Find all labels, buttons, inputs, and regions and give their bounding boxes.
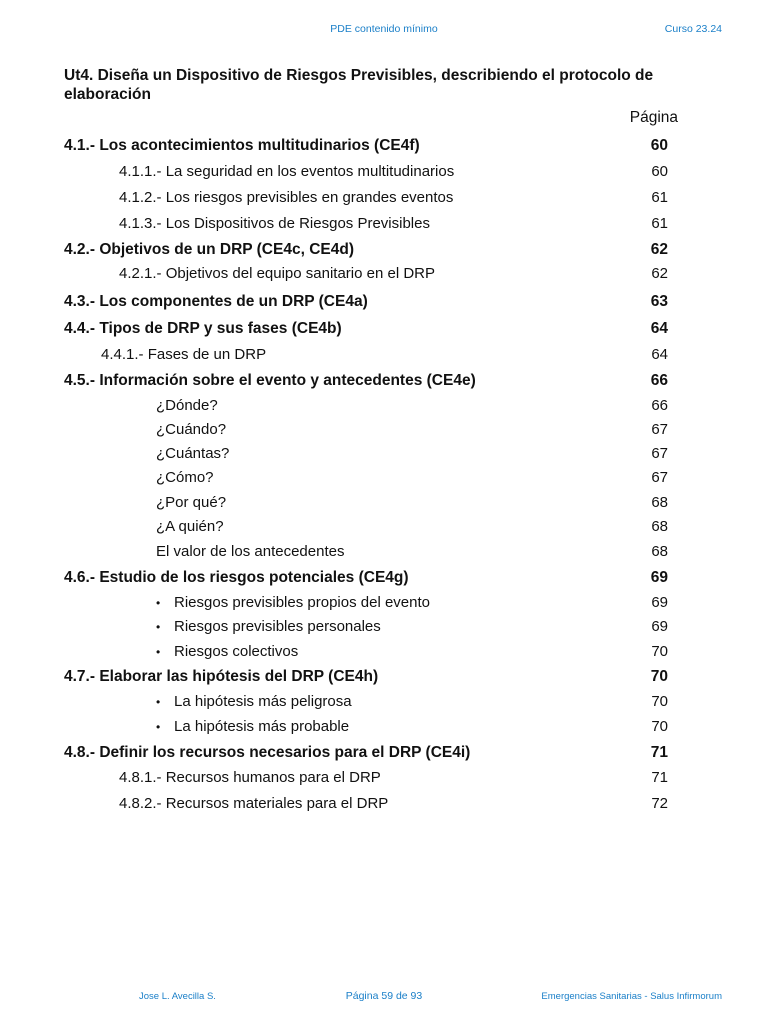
toc-entry-page: 61 — [651, 189, 668, 206]
toc-entry-page: 67 — [651, 469, 668, 486]
toc-entry-text: ¿Cuántas? — [156, 445, 230, 462]
toc-entry — [0, 241, 768, 261]
toc-entry-text: ¿Cómo? — [156, 469, 214, 486]
footer-course-name: Emergencias Sanitarias - Salus Infirmorum — [541, 991, 722, 1002]
toc-entry — [0, 693, 768, 713]
toc-entry-page: 67 — [651, 445, 668, 462]
toc-entry-text: 4.3.- Los componentes de un DRP (CE4a) — [64, 293, 368, 310]
toc-entry-text: ¿A quién? — [156, 518, 224, 535]
toc-entry — [0, 137, 768, 157]
toc-entry — [0, 643, 768, 663]
toc-entry-page: 66 — [651, 397, 668, 414]
toc-entry — [0, 397, 768, 417]
toc-entry — [0, 265, 768, 285]
toc-entry-text: 4.2.- Objetivos de un DRP (CE4c, CE4d) — [64, 241, 354, 258]
toc-entry-page: 70 — [651, 643, 668, 660]
toc-entry-page: 64 — [651, 346, 668, 363]
toc-entry-text: ¿Dónde? — [156, 397, 218, 414]
toc-entry — [0, 346, 768, 366]
toc-entry-page: 71 — [650, 744, 668, 761]
toc-entry-text: Riesgos colectivos — [174, 643, 299, 660]
toc-entry — [0, 594, 768, 614]
toc-entry-text: 4.8.1.- Recursos humanos para el DRP — [119, 769, 381, 786]
toc-entry-text: El valor de los antecedentes — [156, 543, 345, 560]
toc-entry — [0, 372, 768, 392]
toc-entry — [0, 795, 768, 815]
toc-entry-page: 69 — [651, 618, 668, 635]
unit-title: Ut4. Diseña un Dispositivo de Riesgos Previsibles, describiendo el protocolo de elaboración — [64, 67, 654, 103]
footer-page-number: Página 59 de 93 — [345, 990, 423, 1002]
toc-entry-page: 70 — [651, 718, 668, 735]
toc-entry-text: 4.1.- Los acontecimientos multitudinarios (CE4f) — [64, 137, 420, 154]
toc-entry-text: 4.5.- Información sobre el evento y antecedentes (CE4e) — [64, 372, 476, 389]
toc-entry-text: ¿Cuándo? — [156, 421, 227, 438]
toc-entry-page: 61 — [651, 215, 668, 232]
toc-entry-text: 4.1.3.- Los Dispositivos de Riesgos Previsibles — [119, 215, 430, 232]
toc-entry-text: 4.2.1.- Objetivos del equipo sanitario en el DRP — [119, 265, 436, 282]
toc-entry-text: La hipótesis más probable — [174, 718, 350, 735]
toc-entry — [0, 744, 768, 764]
toc-entry — [0, 320, 768, 340]
toc-entry-page: 60 — [650, 137, 668, 154]
toc-entry — [0, 618, 768, 638]
toc-entry-page: 66 — [650, 372, 668, 389]
bullet-icon: • — [156, 695, 161, 709]
toc-entry-page: 67 — [651, 421, 668, 438]
toc-entry-text: 4.1.2.- Los riesgos previsibles en grandes eventos — [119, 189, 454, 206]
toc-entry-text: 4.1.1.- La seguridad en los eventos multitudinarios — [119, 163, 455, 180]
toc-entry — [0, 215, 768, 235]
bullet-icon: • — [156, 720, 161, 734]
toc-entry-text: Riesgos previsibles propios del evento — [174, 594, 430, 611]
page-column-label: Página — [629, 109, 678, 126]
toc-entry-text: 4.8.2.- Recursos materiales para el DRP — [119, 795, 389, 812]
header-course: Curso 23.24 — [664, 23, 722, 35]
toc-entry-page: 63 — [650, 293, 668, 310]
toc-entry-text: 4.7.- Elaborar las hipótesis del DRP (CE4h) — [64, 668, 379, 685]
toc-entry-text: 4.8.- Definir los recursos necesarios para el DRP (CE4i) — [64, 744, 471, 761]
toc-entry-page: 72 — [651, 795, 668, 812]
toc-entry-page: 68 — [651, 518, 668, 535]
toc-entry — [0, 718, 768, 738]
toc-entry — [0, 421, 768, 441]
toc-entry-page: 64 — [650, 320, 668, 337]
toc-entry-page: 70 — [651, 693, 668, 710]
toc-entry — [0, 769, 768, 789]
toc-entry — [0, 668, 768, 688]
toc-entry — [0, 569, 768, 589]
toc-entry — [0, 469, 768, 489]
toc-entry-text: 4.4.- Tipos de DRP y sus fases (CE4b) — [64, 320, 342, 337]
toc-entry-text: 4.4.1.- Fases de un DRP — [101, 346, 267, 363]
toc-entry-page: 69 — [651, 594, 668, 611]
header-doc-title: PDE contenido mínimo — [330, 23, 438, 35]
toc-entry-page: 62 — [651, 265, 668, 282]
toc-entry-text: 4.6.- Estudio de los riesgos potenciales (CE4g) — [64, 569, 409, 586]
toc-entry-page: 68 — [651, 543, 668, 560]
toc-entry — [0, 293, 768, 313]
toc-entry-page: 71 — [651, 769, 668, 786]
toc-entry-page: 68 — [651, 494, 668, 511]
toc-entry-page: 69 — [650, 569, 668, 586]
toc-entry — [0, 518, 768, 538]
toc-entry-text: Riesgos previsibles personales — [174, 618, 381, 635]
toc-entry-page: 60 — [651, 163, 668, 180]
footer-author: Jose L. Avecilla S. — [139, 991, 216, 1002]
toc-entry-page: 62 — [650, 241, 668, 258]
toc-entry-page: 70 — [650, 668, 668, 685]
toc-entry — [0, 494, 768, 514]
toc-entry-text: La hipótesis más peligrosa — [174, 693, 352, 710]
bullet-icon: • — [156, 645, 161, 659]
bullet-icon: • — [156, 620, 161, 634]
toc-entry — [0, 445, 768, 465]
bullet-icon: • — [156, 596, 161, 610]
toc-entry — [0, 543, 768, 563]
toc-entry — [0, 189, 768, 209]
toc-entry-text: ¿Por qué? — [156, 494, 227, 511]
toc-entry — [0, 163, 768, 183]
